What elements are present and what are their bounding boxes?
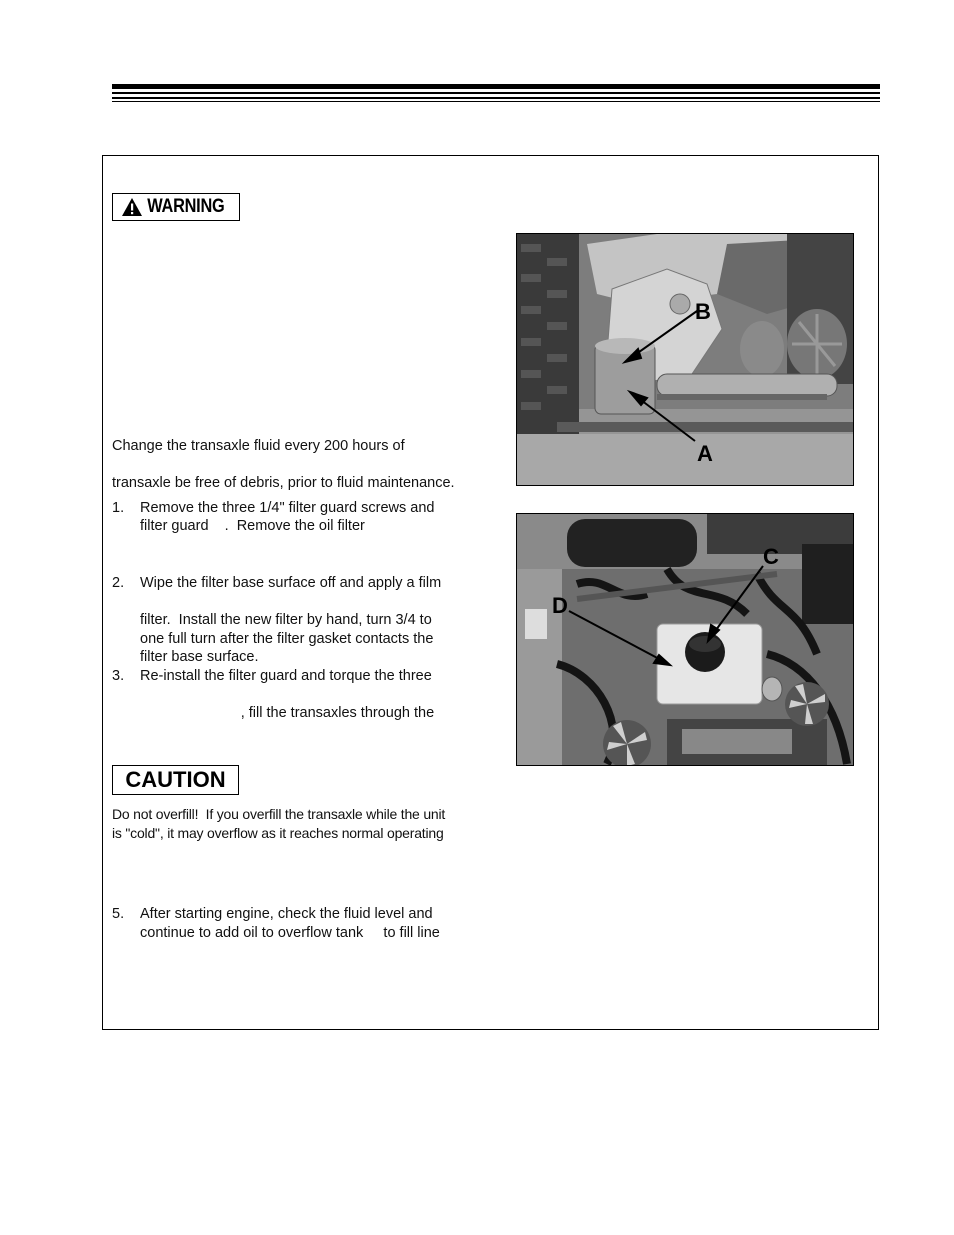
header-rule-thick: [112, 84, 880, 89]
callout-b: B: [695, 299, 711, 324]
header-rule-thin-2: [112, 97, 880, 99]
step-2-line-3: filter. Install the new filter by hand, turn 3/4 to: [140, 612, 432, 628]
caution-label: CAUTION: [125, 767, 226, 792]
step-1-line-1: Remove the three 1/4" filter guard screws and: [140, 500, 435, 516]
overflow-tank-photo: [516, 513, 854, 766]
step-3-number: 3.: [112, 668, 125, 684]
step-2-line-4: one full turn after the filter gasket contacts the: [140, 631, 434, 647]
step-2-line-1: Wipe the filter base surface off and apply a film: [140, 575, 442, 591]
callout-a: A: [697, 441, 713, 466]
caution-line-2: is "cold", it may overflow as it reaches normal operating: [112, 825, 444, 841]
transaxle-filter-photo: [516, 233, 854, 486]
step-5-line-1: After starting engine, check the fluid level and: [140, 906, 433, 922]
step-2-number: 2.: [112, 575, 125, 591]
step-3-line-3: , fill the transaxles through the: [140, 705, 435, 721]
intro-line-2: transaxle be free of debris, prior to fluid maintenance.: [112, 475, 455, 491]
callout-c: C: [763, 544, 779, 569]
caution-line-1: Do not overfill! If you overfill the transaxle while the unit: [112, 806, 446, 822]
step-3-line-1: Re-install the filter guard and torque the three: [140, 668, 432, 684]
warning-badge: [112, 193, 240, 221]
callout-d: D: [552, 593, 568, 618]
caution-badge: [112, 765, 239, 795]
step-2-line-5: filter base surface.: [140, 649, 259, 665]
warning-triangle-icon: [121, 197, 143, 217]
step-5-number: 5.: [112, 906, 125, 922]
warning-label: WARNING: [147, 196, 225, 217]
step-5-line-2: continue to add oil to overflow tank to fill line: [140, 925, 440, 941]
header-rule-thin-1: [112, 92, 880, 94]
step-1-line-2: filter guard . Remove the oil filter: [140, 518, 365, 534]
header-rule-thin-3: [112, 101, 880, 102]
step-1-number: 1.: [112, 500, 125, 516]
intro-line-1: Change the transaxle fluid every 200 hours of: [112, 438, 405, 454]
